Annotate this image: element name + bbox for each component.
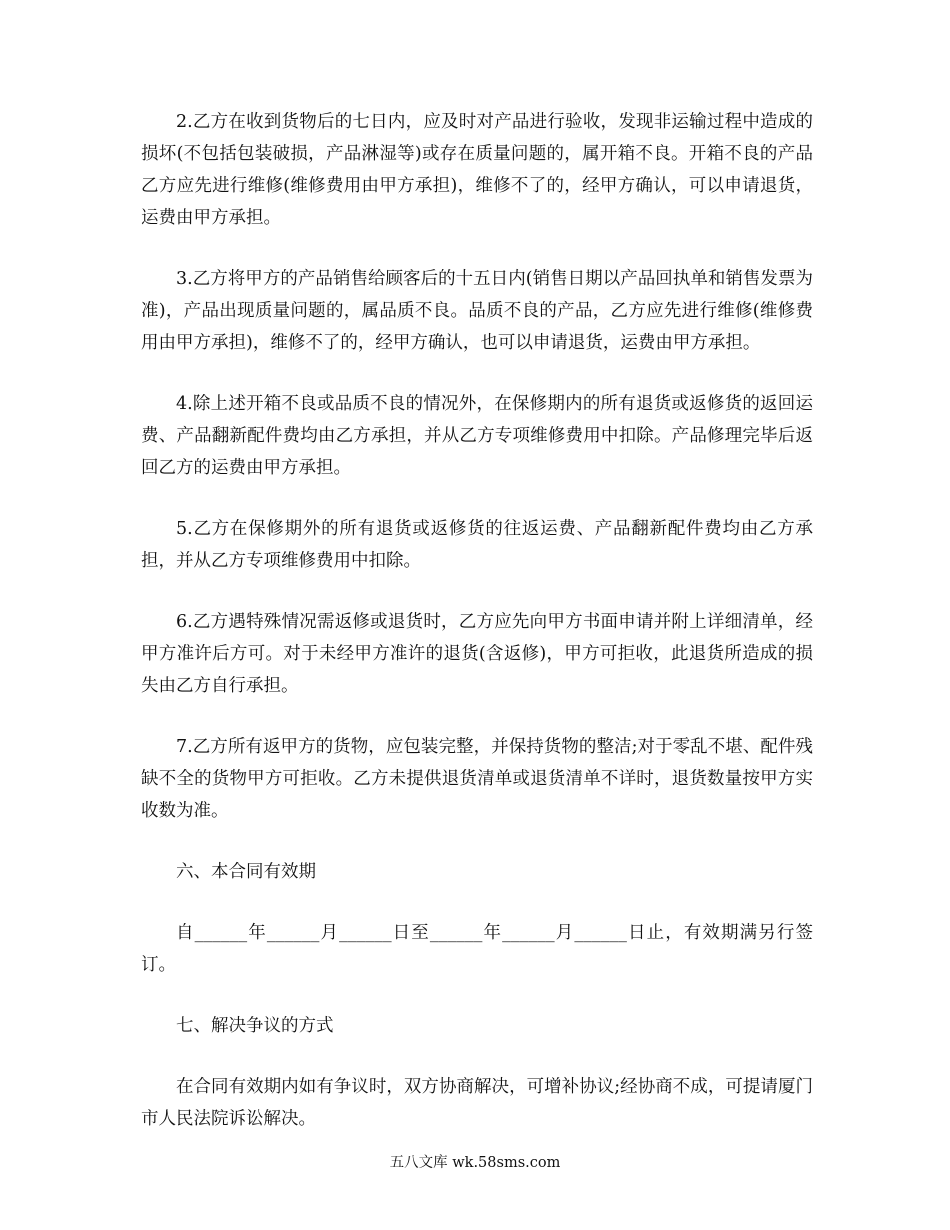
section-heading-validity: 六、本合同有效期: [176, 862, 316, 882]
paragraph-clause-2: 2.乙方在收到货物后的七日内，应及时对产品进行验收，发现非运输过程中造成的损坏(不包括包装破损，产品淋湿等)或存在质量问题的，属开箱不良。开箱不良的产品乙方应先进行维修(维修费用由甲方承担)，维修不了的，经甲方确认，可以申请退货，运费由甲方承担。: [141, 112, 813, 228]
paragraph-dispute-resolution: 在合同有效期内如有争议时，双方协商解决，可增补协议;经协商不成，可提请厦门市人民法院诉讼解决。: [141, 1077, 813, 1129]
paragraph-clause-5: 5.乙方在保修期外的所有退货或返修货的往返运费、产品翻新配件费均由乙方承担，并从乙方专项维修费用中扣除。: [141, 519, 813, 571]
paragraph-clause-6: 6.乙方遇特殊情况需返修或退货时，乙方应先向甲方书面申请并附上详细清单，经甲方准许后方可。对于未经甲方准许的退货(含返修)，甲方可拒收，此退货所造成的损失由乙方自行承担。: [141, 612, 813, 696]
paragraph-clause-3: 3.乙方将甲方的产品销售给顾客后的十五日内(销售日期以产品回执单和销售发票为准)，产品出现质量问题的，属品质不良。品质不良的产品，乙方应先进行维修(维修费用由甲方承担)，维修不了的，经甲方确认，也可以申请退货，运费由甲方承担。: [141, 269, 813, 353]
page-footer: 五八文库 wk.58sms.com: [389, 1155, 561, 1171]
paragraph-validity-period: 自______年______月______日至______年______月______日止，有效期满另行签订。: [141, 923, 813, 975]
paragraph-clause-7: 7.乙方所有返甲方的货物，应包装完整，并保持货物的整洁;对于零乱不堪、配件残缺不全的货物甲方可拒收。乙方未提供退货清单或退货清单不详时，退货数量按甲方实收数为准。: [141, 737, 813, 821]
section-heading-dispute: 七、解决争议的方式: [176, 1016, 334, 1036]
paragraph-clause-4: 4.除上述开箱不良或品质不良的情况外，在保修期内的所有退货或返修货的返回运费、产品翻新配件费均由乙方承担，并从乙方专项维修费用中扣除。产品修理完毕后返回乙方的运费由甲方承担。: [141, 394, 813, 478]
document-body: [141, 106, 813, 1164]
